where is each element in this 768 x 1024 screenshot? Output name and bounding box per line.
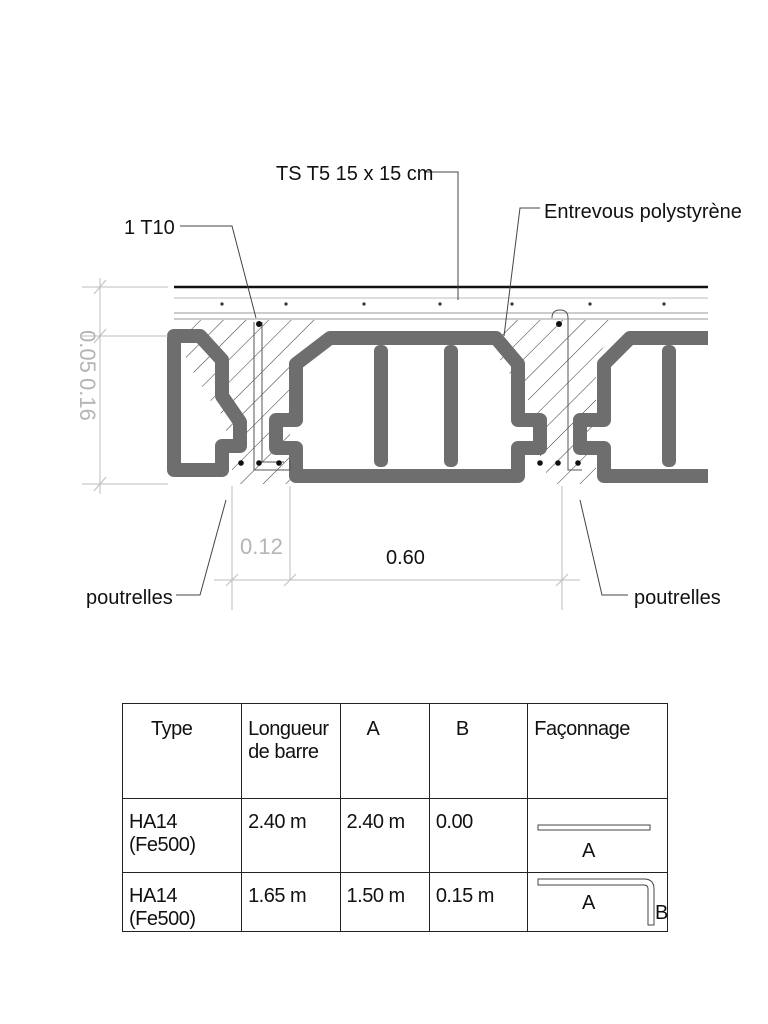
mesh-bars bbox=[220, 302, 665, 305]
cell-type: HA14 (Fe500) bbox=[123, 873, 242, 932]
bar-schedule-table bbox=[122, 703, 668, 932]
dim-joist-width: 0.12 bbox=[240, 534, 283, 559]
dim-spacing: 0.60 bbox=[386, 547, 425, 569]
top-bar-label: 1 T10 bbox=[124, 217, 175, 239]
dim-topping: 0.05 bbox=[75, 330, 100, 373]
cell-shaping bbox=[528, 799, 668, 873]
cell-b: 0.00 bbox=[429, 799, 527, 873]
shape-label-b: B bbox=[655, 902, 669, 924]
cell-type: HA14 (Fe500) bbox=[123, 799, 242, 873]
bent-bar-shape bbox=[528, 873, 669, 945]
header-a: A bbox=[340, 704, 429, 799]
cell-length: 2.40 m bbox=[242, 799, 340, 873]
shape-label-a: A bbox=[582, 840, 596, 862]
cell-shaping bbox=[528, 873, 668, 932]
cell-a: 1.50 m bbox=[340, 873, 429, 932]
shape-label-a: A bbox=[582, 892, 596, 914]
joist-label-left: poutrelles bbox=[86, 587, 173, 609]
filler-block-right-partial bbox=[580, 338, 708, 476]
table-row bbox=[123, 799, 668, 873]
table-header-row bbox=[123, 704, 668, 799]
header-length-line2: de barre bbox=[248, 741, 319, 763]
dim-block-height: 0.16 bbox=[75, 378, 100, 421]
header-shaping: Façonnage bbox=[528, 704, 668, 799]
cell-b: 0.15 m bbox=[429, 873, 527, 932]
joist-label-right: poutrelles bbox=[634, 587, 721, 609]
cell-a: 2.40 m bbox=[340, 799, 429, 873]
straight-bar-shape bbox=[528, 799, 666, 871]
header-type: Type bbox=[123, 704, 242, 799]
header-length bbox=[242, 704, 340, 799]
cell-length: 1.65 m bbox=[242, 873, 340, 932]
table-row bbox=[123, 873, 668, 932]
filler-label: Entrevous polystyrène bbox=[544, 201, 742, 223]
header-b: B bbox=[429, 704, 527, 799]
header-length-line1: Longueur bbox=[248, 718, 329, 740]
mesh-label: TS T5 15 x 15 cm bbox=[276, 163, 434, 185]
